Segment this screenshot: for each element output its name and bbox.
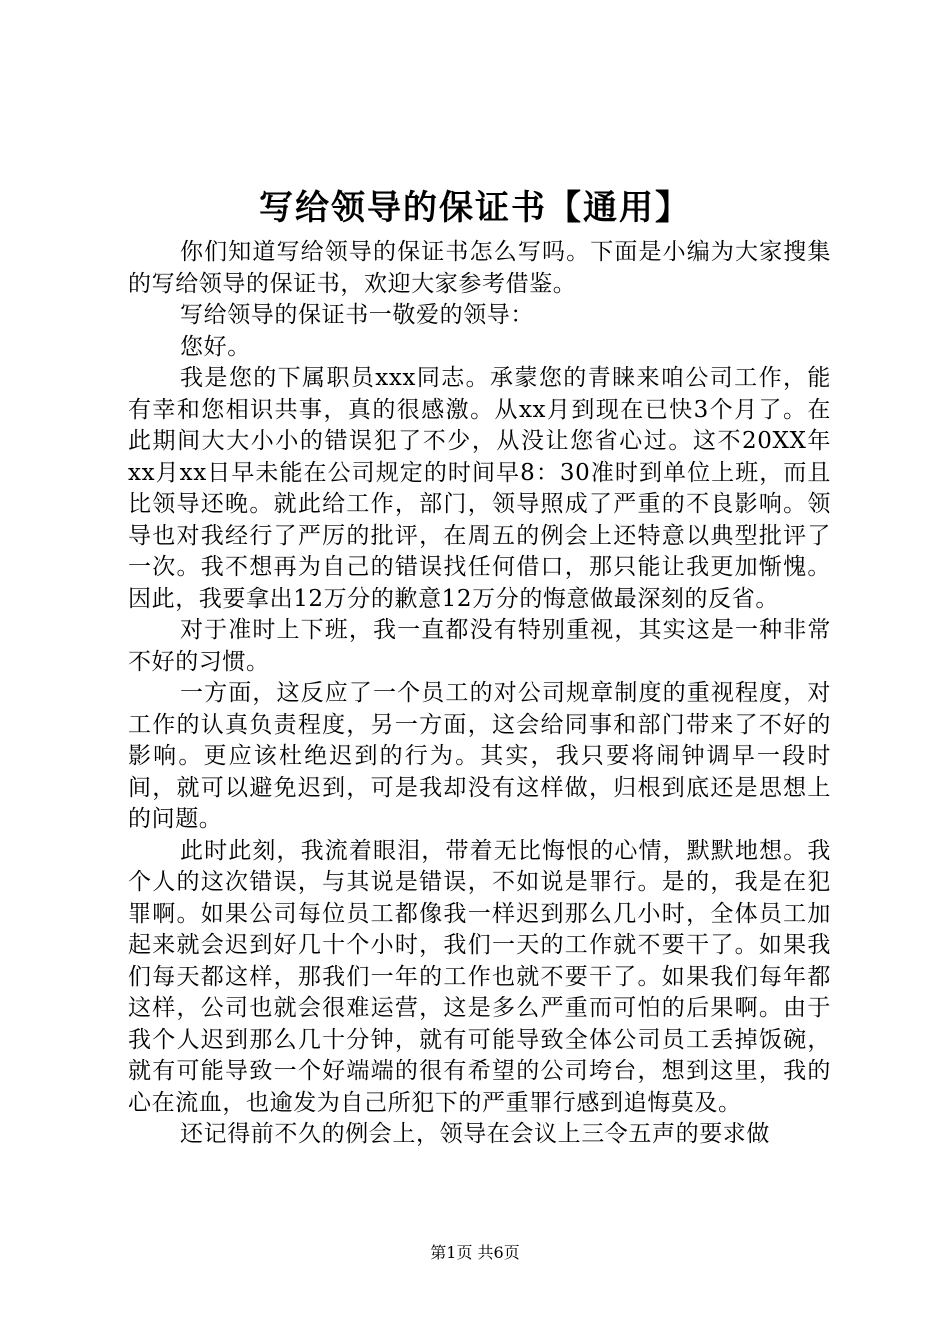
paragraph-salutation: 写给领导的保证书一敬爱的领导：	[180, 302, 534, 328]
paragraph-body-4: 此时此刻，我流着眼泪，带着无比悔恨的心情，默默地想。我个人的这次错误，与其说是错误，不如说是罪行。是的，我是在犯罪啊。如果公司每位员工都像我一样迟到那么几小时，全体员工加起来就会迟到好几十个小时，我们一天的工作就不要干了。如果我们每天都这样，那我们一年的工作也就不要干了。如果我们每年都这样，公司也就会很难运营，这是多么严重而可怕的后果啊。由于我个人迟到那么几十分钟，就有可能导致全体公司员工丢掉饭碗，就有可能导致一个好端端的很有希望的公司垮台，想到这里，我的心在流血，也逾发为自己所犯下的严重罪行感到追悔莫及。	[128, 837, 831, 1116]
document-body	[128, 237, 831, 1151]
page-footer: 第1页 共6页	[430, 1243, 520, 1262]
paragraph-body-3: 一方面，这反应了一个员工的对公司规章制度的重视程度，对工作的认真负责程度，另一方面，这会给同事和部门带来了不好的影响。更应该杜绝迟到的行为。其实，我只要将闹钟调早一段时间，就可以避免迟到，可是我却没有这样做，归根到底还是思想上的问题。	[128, 680, 831, 832]
paragraph-body-1: 我是您的下属职员xxx同志。承蒙您的青睐来咱公司工作，能有幸和您相识共事，真的很感激。从xx月到现在已快3个月了。在此期间大大小小的错误犯了不少，从没让您省心过。这不20XX年xx月xx日早未能在公司规定的时间早8：30准时到单位上班，而且比领导还晚。就此给工作，部门，领导照成了严重的不良影响。领导也对我经行了严厉的批评，在周五的例会上还特意以典型批评了一次。我不想再为自己的错误找任何借口，那只能让我更加惭愧。因此，我要拿出12万分的歉意12万分的悔意做最深刻的反省。	[128, 365, 831, 612]
paragraph-intro: 你们知道写给领导的保证书怎么写吗。下面是小编为大家搜集的写给领导的保证书，欢迎大家参考借鉴。	[128, 239, 831, 297]
paragraph-body-5: 还记得前不久的例会上，领导在会议上三令五声的要求做	[180, 1121, 770, 1147]
document-title: 写给领导的保证书【通用】	[259, 188, 691, 228]
paragraph-body-2: 对于准时上下班，我一直都没有特别重视，其实这是一种非常不好的习惯。	[128, 617, 831, 675]
paragraph-greeting: 您好。	[180, 333, 251, 360]
